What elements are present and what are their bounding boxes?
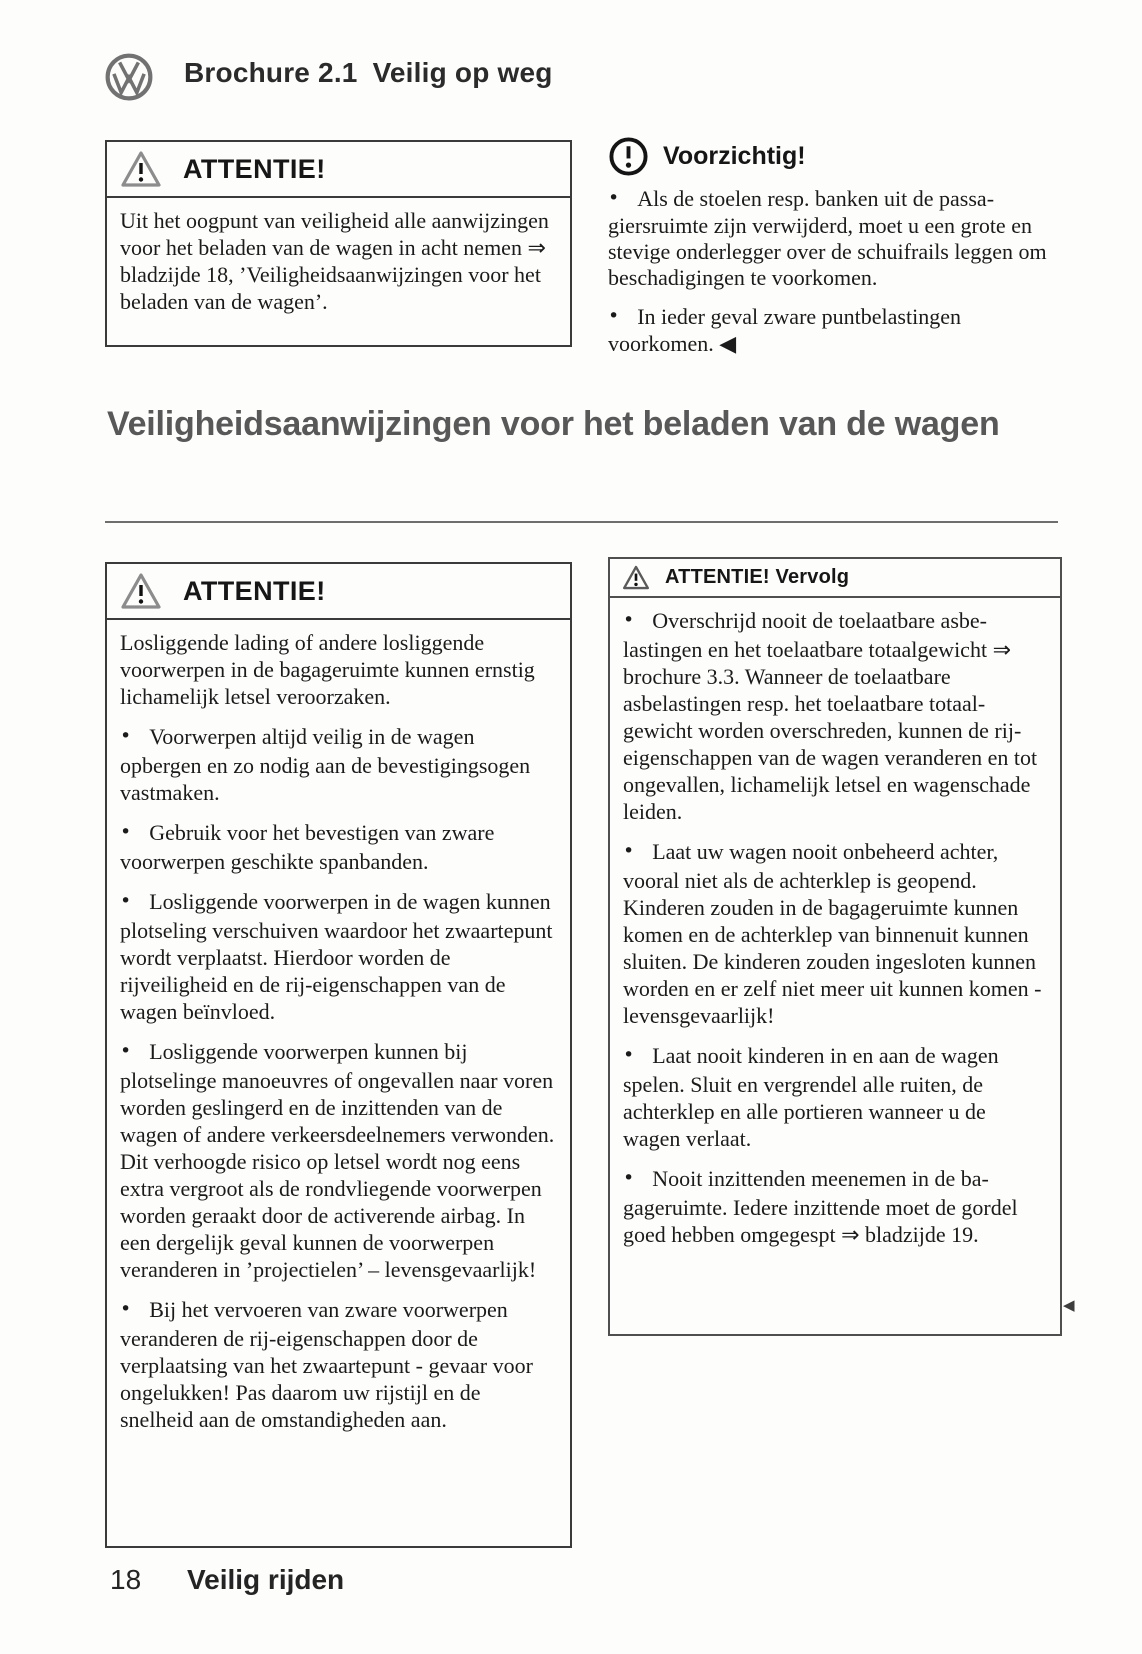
section-heading: Veiligheidsaanwijzingen voor het beladen van de wagen xyxy=(107,405,1000,443)
bullet-dot: • xyxy=(120,725,132,747)
caution-bullet-text: In ieder geval zware puntbelastingen voorkomen. ◀ xyxy=(608,304,961,356)
vervolg-bullet-text: Laat nooit kinderen in en aan de wagen spelen. Sluit en vergrendel alle ruiten, de achterklep en alle portieren wanneer u de wagen verlaat. xyxy=(623,1043,999,1151)
attention-bullet-text: Bij het vervoeren van zware voorwerpen veranderen de rij-eigenschappen door de verplaatsing van het zwaartepunt - gevaar voor ongelukken! Pas daarom uw rijstijl en de snelheid aan de omstandigheden aan. xyxy=(120,1297,533,1432)
attention-title: ATTENTIE! xyxy=(183,153,326,184)
list-item xyxy=(120,819,557,875)
vw-logo xyxy=(104,52,154,102)
list-item xyxy=(120,888,557,1025)
caution-title-row xyxy=(608,136,1060,177)
attention-box-top-body xyxy=(107,198,570,321)
vervolg-bullet-text: Laat uw wagen nooit onbeheerd achter, vooral niet als de achterklep is geopend. Kinderen zouden in de bagageruimte kunnen komen en de achterklep van binnenuit kunnen sluiten. De kinderen zouden ingesloten kunnen worden en er zelf niet meer uit kunnen komen - levensgevaarlijk! xyxy=(623,839,1042,1028)
bullet-dot: • xyxy=(623,1044,635,1066)
bullet-dot: • xyxy=(608,305,620,327)
list-item xyxy=(120,1296,557,1433)
exclamation-circle-icon xyxy=(608,136,649,177)
attention-bullet-text: Gebruik voor het bevestigen van zware voorwerpen geschikte spanbanden. xyxy=(120,820,495,874)
list-item xyxy=(623,1042,1047,1152)
warning-triangle-icon xyxy=(622,565,650,590)
bullet-dot: • xyxy=(623,1167,635,1189)
bullet-dot: • xyxy=(623,840,635,862)
attention-bullet-text: Voorwerpen altijd veilig in de wagen opbergen en zo nodig aan de bevestigingsogen vastmaken. xyxy=(120,724,531,805)
vervolg-bullet-text: Nooit inzittenden meenemen in de bagageruimte. Iedere inzittende moet de gordel goed hebben omgegespt ⇒ bladzijde 19. xyxy=(623,1166,1018,1247)
list-item xyxy=(623,838,1047,1029)
bullet-dot: • xyxy=(120,821,132,843)
attention-box-top xyxy=(105,140,572,347)
attention-vervolg-header xyxy=(610,559,1060,598)
bullet-dot: • xyxy=(120,1040,132,1062)
vw-logo-icon xyxy=(104,52,154,102)
list-item xyxy=(608,186,1060,291)
footer-chapter: Veilig rijden xyxy=(187,1564,345,1595)
bullet-dot: • xyxy=(120,890,132,912)
bullet-dot: • xyxy=(608,187,620,209)
attention-vervolg-box xyxy=(608,557,1062,1336)
attention-main-intro: Losliggende lading of andere losliggende voorwerpen in de bagageruimte kunnen ernstig lichamelijk letsel veroorzaken. xyxy=(120,630,535,709)
list-item xyxy=(120,723,557,806)
vervolg-bullet-text: Overschrijd nooit de toelaatbare asbelastingen en het toelaatbare totaalgewicht ⇒ brochure 3.3. Wanneer de toelaatbare asbelastingen resp. het toelaatbare totaalgewicht worden overschreden, kunnen de rij-eigenschappen van de wagen veranderen en tot ongevallen, lichamelijk letsel en wagenschade leiden. xyxy=(623,608,1038,824)
caution-title: Voorzichtig! xyxy=(663,142,806,170)
warning-triangle-icon xyxy=(120,572,162,610)
header-brochure-number: Brochure 2.1 xyxy=(184,57,358,88)
attention-box-main xyxy=(105,562,572,1548)
attention-bullet-text: Losliggende voorwerpen kunnen bij plotselinge manoeuvres of ongevallen naar voren worden geslingerd en de inzittenden van de wagen of andere verkeersdeelnemers verwonden. Dit verhoogde risico op letsel wordt nog eens extra vergroot als de rondvliegende voorwerpen worden geraakt door de activerende airbag. In een dergelijk geval kunnen de voorwerpen veranderen in ’projectielen’ – levensgevaarlijk! xyxy=(120,1039,555,1282)
warning-triangle-icon xyxy=(120,150,162,188)
attention-bullet-text: Losliggende voorwerpen in de wagen kunnen plotseling verschuiven waardoor het zwaartepunt wordt verplaatst. Hierdoor worden de rijveiligheid en de rij-eigenschappen van de wagen beïnvloed. xyxy=(120,889,553,1024)
list-item xyxy=(623,607,1047,825)
attention-vervolg-title: ATTENTIE! Vervolg xyxy=(665,566,850,588)
list-item xyxy=(608,304,1060,357)
attention-box-main-body xyxy=(107,620,570,1439)
attention-box-top-header xyxy=(107,142,570,198)
caution-body xyxy=(608,186,1060,357)
list-item xyxy=(623,1165,1047,1248)
attention-vervolg-body xyxy=(610,598,1060,1254)
header-chapter-title: Veilig op weg xyxy=(372,57,553,88)
attention-box-main-header xyxy=(107,564,570,620)
list-item xyxy=(120,1038,557,1283)
bullet-dot: • xyxy=(120,1298,132,1320)
page-number: 18 xyxy=(110,1564,142,1595)
bullet-dot: • xyxy=(623,609,635,631)
caution-note xyxy=(608,136,1060,370)
heading-rule xyxy=(105,521,1058,523)
page-header xyxy=(184,57,553,89)
attention-top-text: Uit het oogpunt van veiligheid alle aanwijzingen voor het beladen van de wagen in acht nemen ⇒ bladzijde 18, ’Veiligheidsaanwijzingen voor het beladen van de wagen’. xyxy=(120,208,549,314)
section-end-marker: ◀ xyxy=(1063,1296,1075,1314)
attention-title: ATTENTIE! xyxy=(183,575,326,606)
caution-bullet-text: Als de stoelen resp. banken uit de passagiersruimte zijn verwijderd, moet u een grote en stevige onderlegger over de schuifrails leggen om beschadigingen te voorkomen. xyxy=(608,186,1047,290)
